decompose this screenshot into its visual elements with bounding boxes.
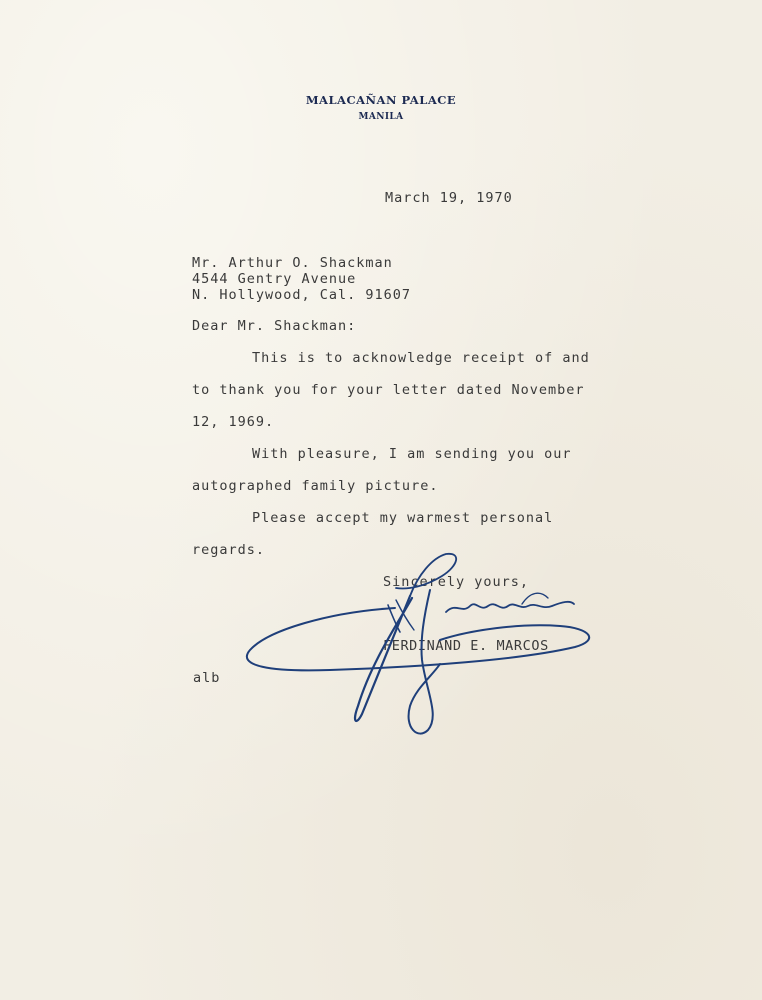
body-paragraph-1-line-2: to thank you for your letter dated November xyxy=(192,382,585,398)
typist-initials: alb xyxy=(193,670,221,686)
closing: Sincerely yours, xyxy=(383,574,530,590)
signer-name: FERDINAND E. MARCOS xyxy=(383,638,549,654)
recipient-name: Mr. Arthur O. Shackman xyxy=(192,255,393,271)
body-paragraph-1-line-3: 12, 1969. xyxy=(192,414,275,430)
body-paragraph-2-line-1: With pleasure, I am sending you our xyxy=(252,446,572,462)
body-paragraph-2-line-2: autographed family picture. xyxy=(192,478,439,494)
body-paragraph-3-line-1: Please accept my warmest personal xyxy=(252,510,554,526)
letter-date: March 19, 1970 xyxy=(385,190,513,206)
body-paragraph-1-line-1: This is to acknowledge receipt of and xyxy=(252,350,590,366)
letterhead-title: MALACAÑAN PALACE xyxy=(305,93,457,107)
recipient-city: N. Hollywood, Cal. 91607 xyxy=(192,287,412,303)
letterhead-location: MANILA xyxy=(358,112,404,122)
body-paragraph-3-line-2: regards. xyxy=(192,542,266,558)
recipient-street: 4544 Gentry Avenue xyxy=(192,271,357,287)
salutation: Dear Mr. Shackman: xyxy=(192,318,357,334)
